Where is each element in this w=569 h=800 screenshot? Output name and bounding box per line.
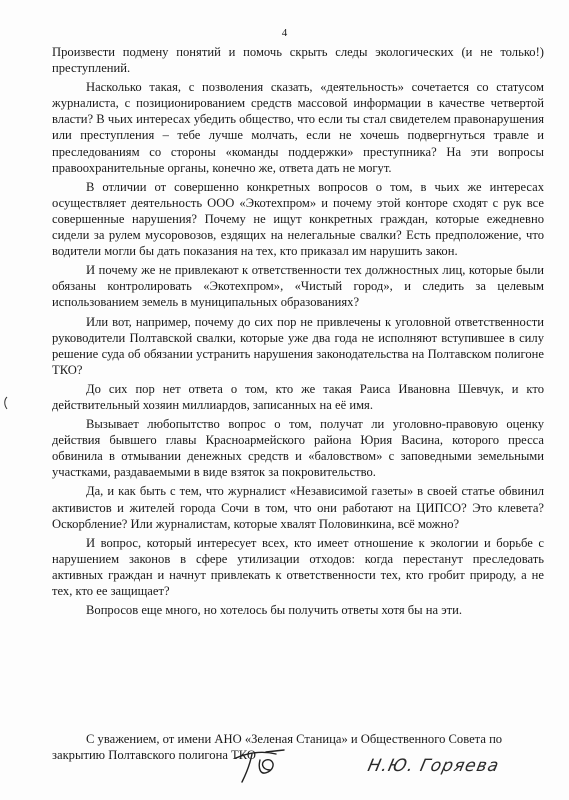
paragraph-5: До сих пор нет ответа о том, кто же такая Раиса Ивановна Шевчук, и кто действительный хозяин миллиардов, записанных на её имя. xyxy=(52,381,544,412)
closing-line-2: закрытию Полтавского полигона ТКО xyxy=(52,748,256,763)
letter-body xyxy=(52,44,544,621)
closing-line-1: С уважением, от имени АНО «Зеленая Станица» и Общественного Совета по xyxy=(86,732,503,746)
page-number: 4 xyxy=(281,27,288,39)
paragraph-4: Или вот, например, почему до сих пор не привлечены к уголовной ответственности руководители Полтавской свалки, которые уже два года не исполняют вступившее в силу решение суда об обязании устранить нарушения законодательства на Полтавском полигоне ТКО? xyxy=(52,314,544,377)
paragraph-1: Насколько такая, с позволения сказать, «деятельность» сочетается со статусом журналиста, с позиционированием средств массовой информации в качестве четвертой власти? В чьих интересах убедить общество, что если ты стал свидетелем правонарушения или преступления – тебе лучше молчать, если не хочешь подвергнуться травле и преследованиям со стороны «команды поддержки» преступника? На эти вопросы правоохранительные органы, конечно же, ответа дать не могут. xyxy=(52,80,544,175)
paragraph-9: Вопросов еще много, но хотелось бы получить ответы хотя бы на эти. xyxy=(86,603,463,618)
paragraph-7: Да, и как быть с тем, что журналист «Независимой газеты» в своей статье обвинил активистов и жителей города Сочи в том, что они работают на ЦИПСО? Это клевета? Оскорбление? Или журналистам, которые хвалят Половинкина, всё можно? xyxy=(52,484,544,531)
handwritten-name: Н.Ю. Горяева xyxy=(365,756,502,776)
paragraph-2: В отличии от совершенно конкретных вопросов о том, в чьих же интересах осуществляет деятельность ООО «Экотехпром» и почему этой конторе сходят с рук все совершенные нарушения? Почему не ищут конкретных граждан, которые ежедневно сидели за рулем мусоровозов, ездящих на нелегальные свалки? Есть предположение, что водители могли бы дать показания на тех, кто приказал им нарушить закон. xyxy=(52,179,544,259)
paragraph-3: И почему же не привлекают к ответственности тех должностных лиц, которые были обязаны контролировать «Экотехпром», «Чистый город», и следить за целевым использованием земель в муниципальных образованиях? xyxy=(52,263,544,310)
handwritten-signature xyxy=(230,746,290,786)
paragraph-0: Произвести подмену понятий и помочь скрыть следы экологических (и не только!) преступлений. xyxy=(52,45,544,76)
margin-mark xyxy=(3,396,9,410)
paragraph-8: И вопрос, который интересует всех, кто имеет отношение к экологии и борьбе с нарушением законов в сфере утилизации отходов: когда перестанут преследовать активных граждан и начнут привлекать к ответственности тех, кто гробит природу, а не тех, кто ее защищает? xyxy=(52,535,544,598)
paragraph-6: Вызывает любопытство вопрос о том, получат ли уголовно-правовую оценку действия бывшего главы Красноармейского района Юрия Васина, которого пресса обвинила в отмывании денежных средств и «баловством» с заповедными земельными участками, раздаваемыми в виде взяток за покровительство. xyxy=(52,417,544,480)
